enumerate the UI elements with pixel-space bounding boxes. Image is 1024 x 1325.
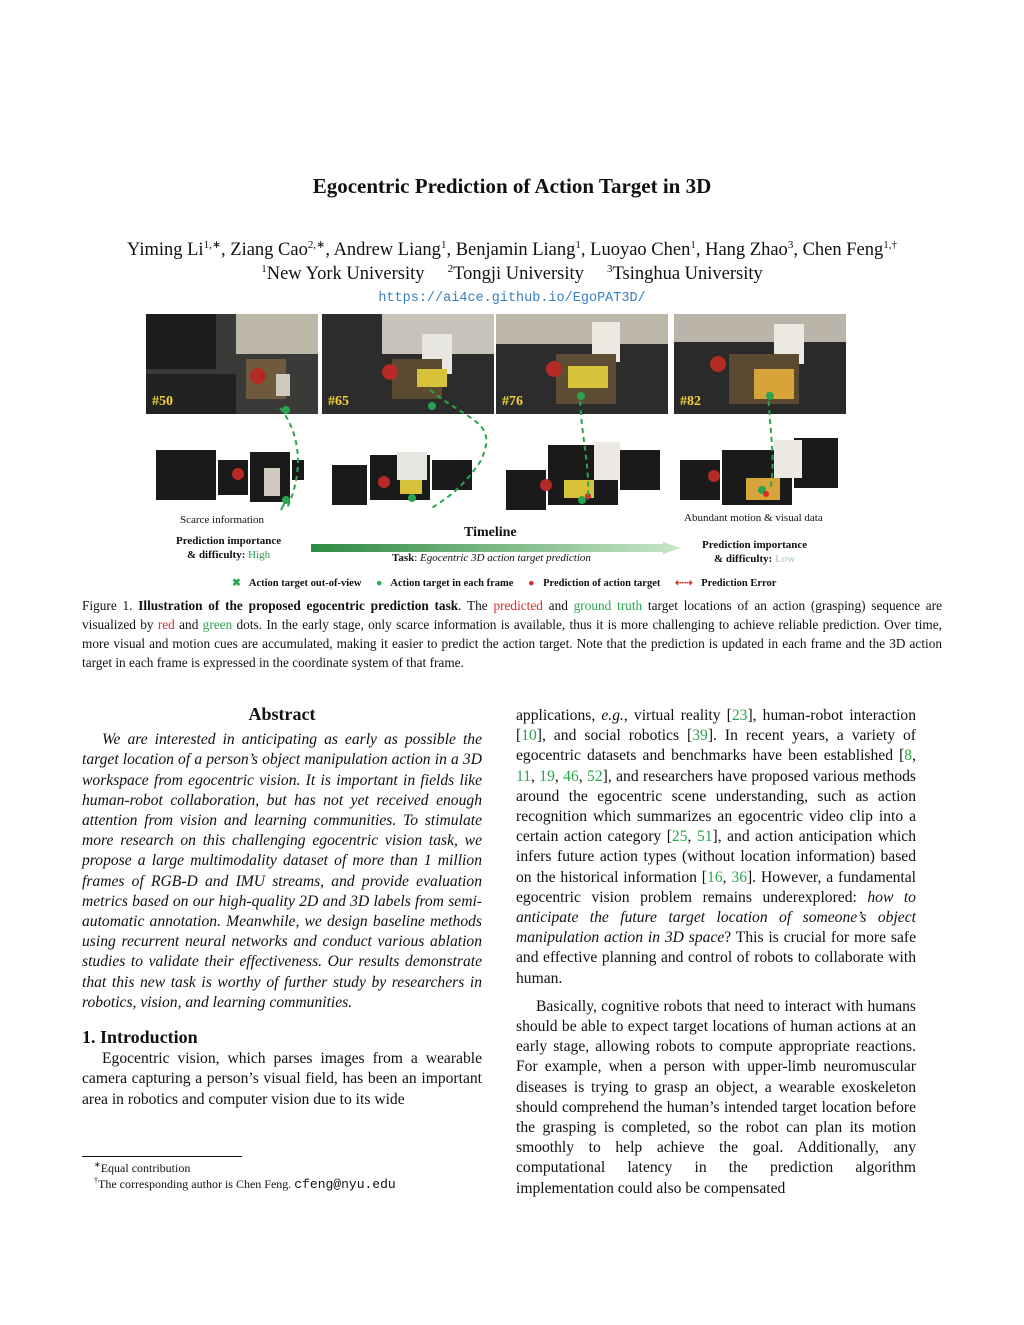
author: Hang Zhao bbox=[705, 240, 788, 260]
timeline-label: Timeline bbox=[464, 525, 517, 540]
affiliation-number: 1 bbox=[261, 263, 267, 275]
frame-label: #76 bbox=[502, 394, 523, 409]
footnotes bbox=[82, 1160, 396, 1193]
abundant-info-label: Abundant motion & visual data bbox=[684, 512, 823, 524]
citation-link[interactable]: 16 bbox=[707, 868, 723, 886]
author-affiliation: 1,† bbox=[883, 239, 897, 251]
scarce-info-label: Scarce information bbox=[180, 514, 264, 526]
text: ], and researchers have proposed various methods around the egocentric scene understanding, such as action recognition which summarizes an egocentric video clip into a certain action category [ bbox=[516, 767, 917, 846]
caption-predicted: predicted bbox=[493, 598, 543, 613]
caption-label: Figure 1. bbox=[82, 598, 133, 613]
difficulty-value: High bbox=[248, 549, 271, 561]
author-affiliation: 1,∗ bbox=[203, 239, 222, 251]
intro-paragraph: Egocentric vision, which parses images from a wearable camera capturing a person’s visual field, has been an important area in robotics and computer vision due to its wide bbox=[82, 1050, 482, 1108]
right-column bbox=[516, 706, 916, 1199]
footnote-mark: † bbox=[94, 1176, 98, 1185]
legend-label: Action target in each frame bbox=[390, 578, 514, 589]
text: applications, bbox=[516, 707, 602, 724]
task-text: Egocentric 3D action target prediction bbox=[420, 552, 591, 564]
abstract-text: We are interested in anticipating as early as possible the target location of a person’s object manipulation action in a 3D workspace from egocentric vision. It is important in fields like human-robot collaboration, but has not yet received enough attention from vision and learning communities. To stimulate more research on this challenging egocentric vision task, we propose a large multimodality dataset of more than 1 million frames of RGB-D and IMU streams, and provide evaluation metrics based on our high-quality 2D and 3D labels from semi-automatic annotation. Meanwhile, we design baseline methods using recurrent neural networks and conduct various ablation studies to validate their effectiveness. Our results demonstrate that this new task is worthy of further study by researchers in robotics, vision, and learning communities. bbox=[82, 731, 482, 1011]
introduction-heading: 1. Introduction bbox=[82, 1027, 198, 1048]
trajectory-path bbox=[140, 312, 856, 532]
caption-text: and bbox=[542, 598, 574, 613]
legend-label: Prediction Error bbox=[701, 578, 777, 589]
affiliation: New York University bbox=[266, 264, 425, 284]
cross-icon: ✖ bbox=[232, 578, 241, 589]
task-label: Task bbox=[392, 552, 415, 564]
author: Luoyao Chen bbox=[590, 240, 691, 260]
text: , virtual reality [ bbox=[623, 707, 732, 724]
red-dot-icon: ● bbox=[528, 578, 535, 589]
legend-label: Prediction of action target bbox=[543, 578, 661, 589]
footnote bbox=[82, 1160, 396, 1176]
importance-title: Prediction importance bbox=[176, 535, 282, 547]
green-dot-icon: ● bbox=[376, 578, 383, 589]
author-list: Yiming $Li^{1,∗}$, Ziang Cao$^{2,∗}$, Andrew Liang$^1$, Benjamin Liang$^1$, Luoyao Chen$^1$, Hang Zhao$^3$, Chen Feng$^{1,\dagger}$ bbox=[126, 239, 897, 260]
figure-legend bbox=[232, 577, 788, 589]
caption-red: red bbox=[157, 617, 175, 632]
caption-text: and bbox=[174, 617, 203, 632]
text: ? This is crucial for more safe and effective planning and control of robots to collaborate with human. bbox=[516, 929, 916, 987]
footnote-mark: ∗ bbox=[94, 1160, 101, 1169]
footnote-text: Equal contribution bbox=[100, 1161, 191, 1175]
importance-low bbox=[702, 538, 807, 566]
question-text: how to anticipate the future target location of someone’s object manipulation action in 3D space bbox=[516, 888, 916, 947]
author: Yiming Li bbox=[126, 240, 204, 260]
legend-item bbox=[675, 578, 782, 589]
author: Andrew Liang bbox=[333, 240, 441, 260]
caption-title: Illustration of the proposed egocentric prediction task bbox=[138, 598, 459, 613]
text: ]. However, a fundamental egocentric vision problem remains underexplored: bbox=[516, 868, 916, 906]
author: Chen Feng bbox=[802, 240, 884, 260]
author-affiliation: 1 bbox=[575, 239, 581, 251]
frame-label: #50 bbox=[152, 394, 173, 409]
caption-green: green bbox=[202, 617, 233, 632]
citation-link[interactable]: 11 bbox=[516, 767, 532, 785]
footnote-divider bbox=[82, 1156, 242, 1157]
project-url-link[interactable]: https://ai4ce.github.io/EgoPAT3D/ bbox=[378, 291, 646, 306]
author-affiliation: 1 bbox=[690, 239, 696, 251]
citation-link[interactable]: 39 bbox=[692, 727, 708, 745]
importance-subtitle: & difficulty bbox=[713, 553, 769, 565]
left-column bbox=[82, 704, 482, 1110]
citation-link[interactable]: 52 bbox=[587, 767, 603, 785]
text: ], human-robot interaction [ bbox=[516, 707, 916, 745]
author: Ziang Cao bbox=[230, 240, 308, 260]
affiliation-list bbox=[0, 262, 1024, 286]
difficulty-value: Low bbox=[775, 553, 796, 565]
citation-link[interactable]: 51 bbox=[696, 828, 713, 846]
author: Benjamin Liang bbox=[455, 240, 576, 260]
citation-link[interactable]: 46 bbox=[563, 767, 579, 785]
text: ]. In recent years, a variety of egocentric datasets and benchmarks have been established [ bbox=[516, 727, 916, 765]
author-affiliation: 2,∗ bbox=[307, 239, 326, 251]
author-block bbox=[0, 238, 1024, 286]
body-paragraph: Basically, cognitive robots that need to interact with humans should be able to expect target locations of human actions at an early stage, allowing robots to compute appropriate reactions. For example, when a person with upper-limb neuromuscular diseases is trying to grasp an object, a wearable exoskeleton should comprehend the human’s intended target location before the grasping is completed, so the robot can plan its motion smoothly to help achieve the goal. Additionally, any computational latency in the prediction algorithm implementation could also be compensated bbox=[516, 997, 916, 1197]
legend-label: Action target out-of-view bbox=[248, 578, 362, 589]
text: ], and social robotics [ bbox=[536, 727, 693, 745]
importance-title: Prediction importance bbox=[702, 539, 808, 551]
citation-link[interactable]: 25 bbox=[671, 828, 688, 846]
footnote-text: The corresponding author is Chen Feng. bbox=[98, 1177, 295, 1191]
caption-ground-truth: ground truth bbox=[573, 598, 643, 613]
abstract-heading: Abstract bbox=[248, 704, 316, 724]
affiliation: Tongji University bbox=[453, 264, 584, 284]
citation-link[interactable]: 36 bbox=[731, 868, 747, 886]
importance-row: & difficulty: Low bbox=[713, 553, 796, 565]
importance-row: & difficulty: High bbox=[187, 549, 271, 561]
citation-link[interactable]: 10 bbox=[521, 727, 537, 745]
error-arrow-icon: ⇠⇢ bbox=[675, 578, 693, 589]
legend-item bbox=[528, 578, 666, 589]
caption-text: target locations of an action (grasping) sequence are visualized by bbox=[82, 598, 942, 632]
affiliation-number: 3 bbox=[606, 263, 613, 275]
figure-caption bbox=[82, 596, 942, 672]
caption-text: dots. In the early stage, only scarce information is available, thus it is more challenging to achieve reliable prediction. Over time, more visual and motion cues are accumulated, making it easier to predict the action target. Note that the prediction is updated in each frame and the 3D action target in each frame is expressed in the coordinate system of that frame. bbox=[82, 617, 943, 670]
caption-text: . The bbox=[458, 598, 494, 613]
figure-1 bbox=[140, 312, 856, 594]
frame-label: #65 bbox=[328, 394, 349, 409]
legend-item bbox=[376, 578, 519, 589]
citation-link[interactable]: 19 bbox=[539, 767, 555, 785]
body-paragraph: applications, e.g., virtual reality [23], human-robot interaction [10], and social robotics [39]. In recent years, a variety of egocentric datasets and benchmarks have been established [8, 11, 19, 46, 52], and researchers have proposed various methods around the egocentric scene understanding, such as action recognition which summarizes an egocentric video clip into a certain action category [25, 51], and action anticipation which infers future action types (without location information) based on the historical information [16, 36]. However, a fundamental egocentric vision problem remains underexplored: how to anticipate the future target location of someone’s object manipulation action in 3D space? This is crucial for more safe and effective planning and control of robots to collaborate with human. bbox=[516, 707, 917, 987]
citation-link[interactable]: 23 bbox=[731, 707, 748, 724]
legend-item bbox=[232, 578, 367, 589]
importance-high bbox=[176, 534, 281, 562]
author-affiliation: 1 bbox=[440, 239, 447, 251]
task-description: Task: Egocentric 3D action target prediction bbox=[392, 552, 591, 564]
importance-subtitle: & difficulty bbox=[187, 549, 242, 561]
text: ], and action anticipation which infers future action types (without location information) based on the historical information [ bbox=[516, 828, 916, 886]
affiliation-number: 2 bbox=[447, 263, 454, 275]
text: e.g. bbox=[601, 707, 624, 724]
author-affiliation: 3 bbox=[787, 239, 794, 251]
citation-link[interactable]: 8 bbox=[904, 747, 913, 765]
frame-label: #82 bbox=[680, 394, 701, 409]
affiliation: Tsinghua University bbox=[612, 264, 763, 284]
footnote bbox=[82, 1176, 396, 1193]
email-link[interactable]: cfeng@nyu.edu bbox=[294, 1177, 396, 1192]
paper-title: Egocentric Prediction of Action Target in 3D bbox=[312, 174, 712, 198]
